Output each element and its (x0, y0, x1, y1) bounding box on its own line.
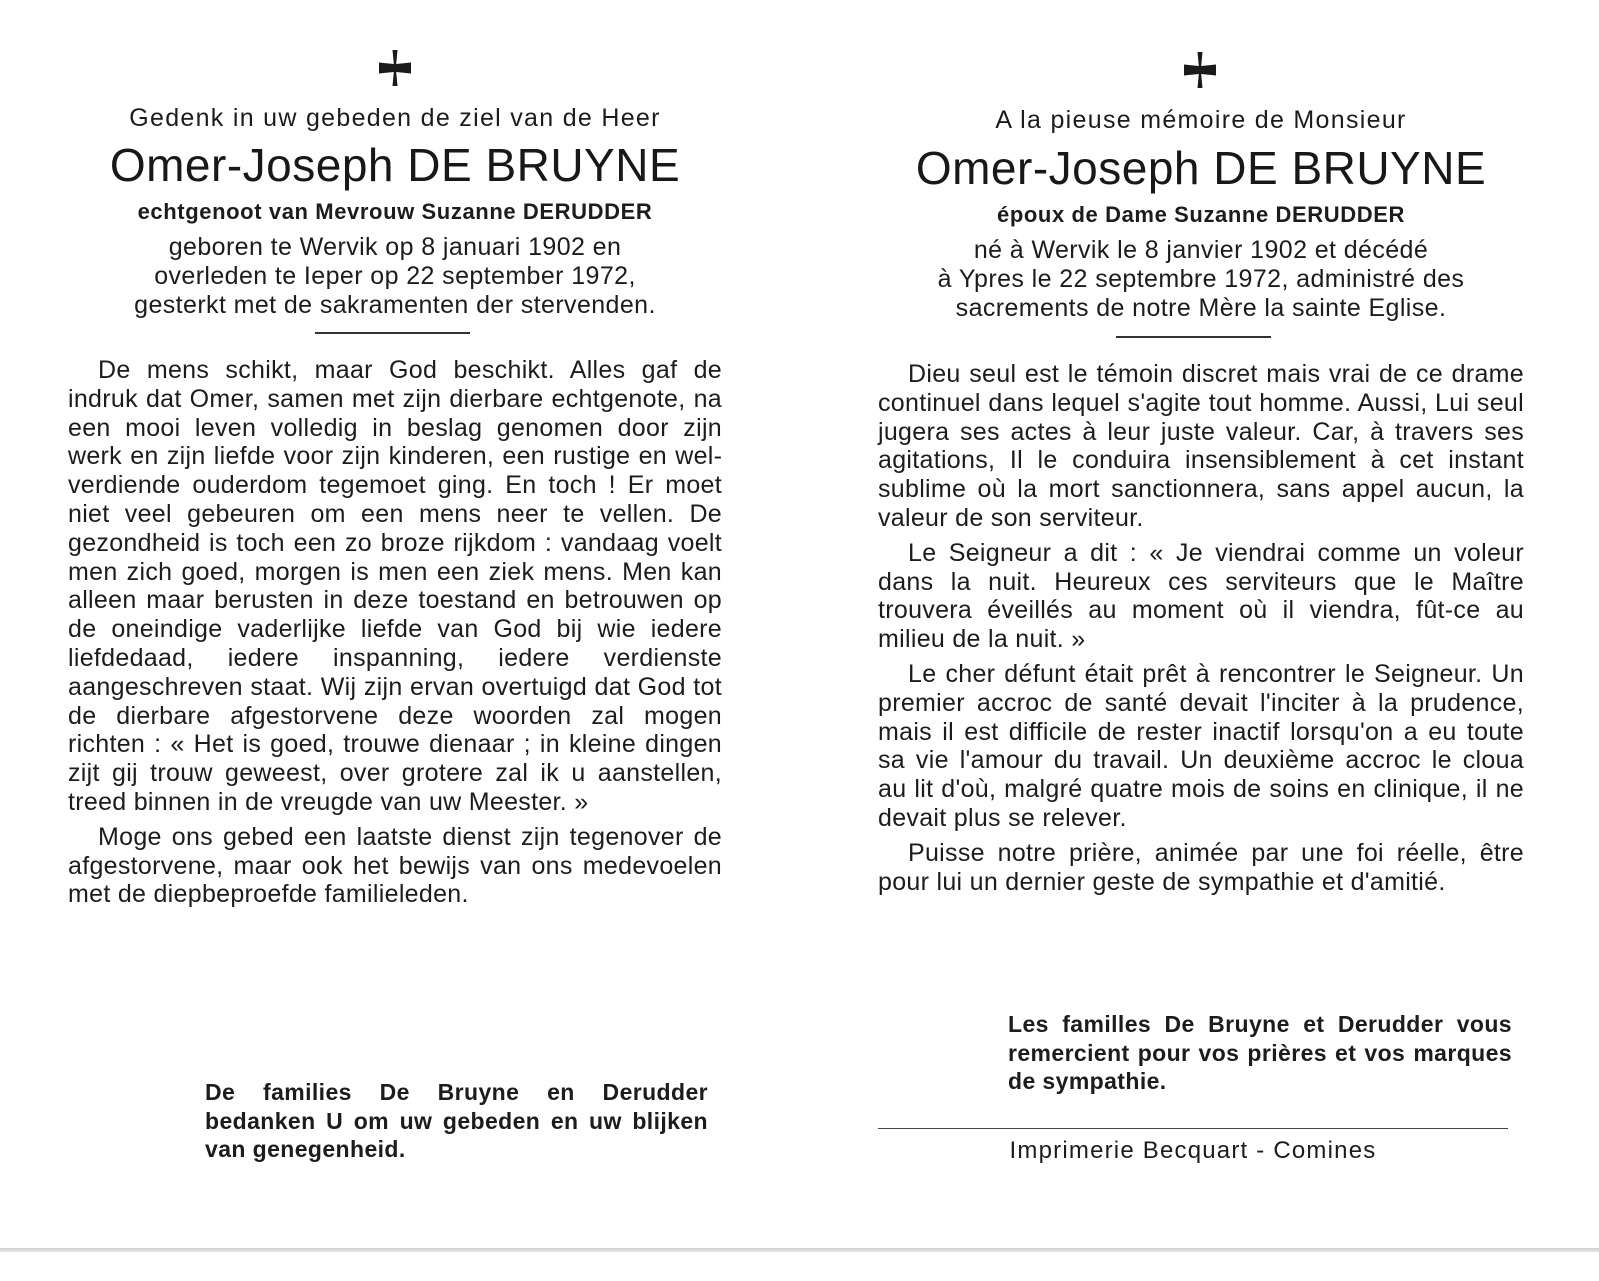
paragraph: Puisse notre prière, animée par une foi réelle, être pour lui un dernier geste de sympathie et d'amitié. (878, 838, 1524, 896)
body-text (68, 356, 722, 915)
divider (315, 332, 470, 334)
deceased-name: Omer-Joseph DE BRUYNE (915, 142, 1487, 194)
paragraph: Dieu seul est le témoin discret mais vrai de ce drame continuel dans lequel s'agite tout homme. Aussi, Lui seul jugera ses actes à leur juste valeur. Car, à travers ses agitations, Il le conduira insensiblement à cet instant sublime où la mort sanctionnera, sans appel aucun, la valeur de son serviteur. (878, 360, 1524, 532)
deceased-name: Omer-Joseph DE BRUYNE (109, 139, 681, 191)
paragraph: Le Seigneur a dit : « Je viendrai comme un voleur dans la nuit. Heureux ces serviteurs que le Maître trouvera éveillés au moment où il viendra, fût-ce au milieu de la nuit. » (878, 538, 1524, 654)
bio-block (878, 236, 1524, 323)
bio-line: overleden te Ieper op 22 september 1972, (154, 262, 636, 290)
thanks-text: Les familles De Bruyne et Derudder vous remercient pour vos prières et vos marques de sympathie. (1008, 1011, 1512, 1094)
paragraph: Le cher défunt était prêt à rencontrer le Seigneur. Un premier accroc de santé devait l'inciter à la prudence, mais il est difficile de rester inactif lorsqu'on a eu toute sa vie l'amour du travail. Un deuxième accroc le cloua au lit d'où, malgré quatre mois de soins en clinique, il ne devait plus se relever. (878, 659, 1524, 832)
paragraph: Moge ons gebed een laatste dienst zijn tegenover de afgestorvene, maar ook het bewijs van ons medevoelen met de diepbeproefde familieleden. (68, 822, 722, 909)
bio-line: à Ypres le 22 septembre 1972, administré des (937, 265, 1465, 293)
printer-credit: Imprimerie Becquart - Comines (1009, 1137, 1377, 1164)
spouse-line: époux de Dame Suzanne DERUDDER (997, 202, 1405, 227)
divider (1116, 336, 1271, 338)
bio-line: geboren te Wervik op 8 januari 1902 en (168, 233, 622, 261)
bio-line: gesterkt met de sakramenten der stervenden. (134, 291, 656, 319)
spouse-line: echtgenoot van Mevrouw Suzanne DERUDDER (137, 199, 653, 224)
footer-divider (878, 1128, 1508, 1129)
cross-icon (375, 48, 415, 88)
cross-icon (1180, 50, 1220, 90)
intro-text: A la pieuse mémoire de Monsieur (995, 106, 1407, 134)
thanks-text: De families De Bruyne en Derudder bedanken U om uw gebeden en uw blijken van genegenheid. (205, 1079, 708, 1162)
bio-line: né à Wervik le 8 janvier 1902 et décédé (973, 236, 1429, 264)
paragraph: De mens schikt, maar God beschikt. Alles gaf de indruk dat Omer, samen met zijn dierbare echtgenote, na een mooi leven volledig in beslag genomen door zijn werk en zijn liefde voor zijn kinderen, een rustige en welverdiende ouderdom tegemoet ging. En toch ! Er moet niet veel gebeuren om een mens neer te vellen. De gezondheid is toch een zo broze rijkdom : vandaag voelt men zich goed, morgen is men een ziek mens. Men kan alleen maar berusten in deze toestand en betrouwen op de oneindige vaderlijke liefde van God bij wie iedere liefdedaad, iedere inspanning, iedere verdienste aangeschreven staat. Wij zijn ervan overtuigd dat God tot de dierbare afgestorvene deze woorden zal mogen richten : « Het is goed, trouwe dienaar ; in kleine dingen zijt gij trouw geweest, over grotere zal ik u aanstellen, treed binnen in de vreugde van uw Meester. » (68, 356, 722, 816)
body-text (878, 360, 1524, 902)
bio-line: sacrements de notre Mère la sainte Eglise. (955, 294, 1447, 322)
card-bottom-edge (0, 1248, 1599, 1252)
intro-text: Gedenk in uw gebeden de ziel van de Heer (129, 104, 661, 132)
bio-block (68, 233, 722, 320)
